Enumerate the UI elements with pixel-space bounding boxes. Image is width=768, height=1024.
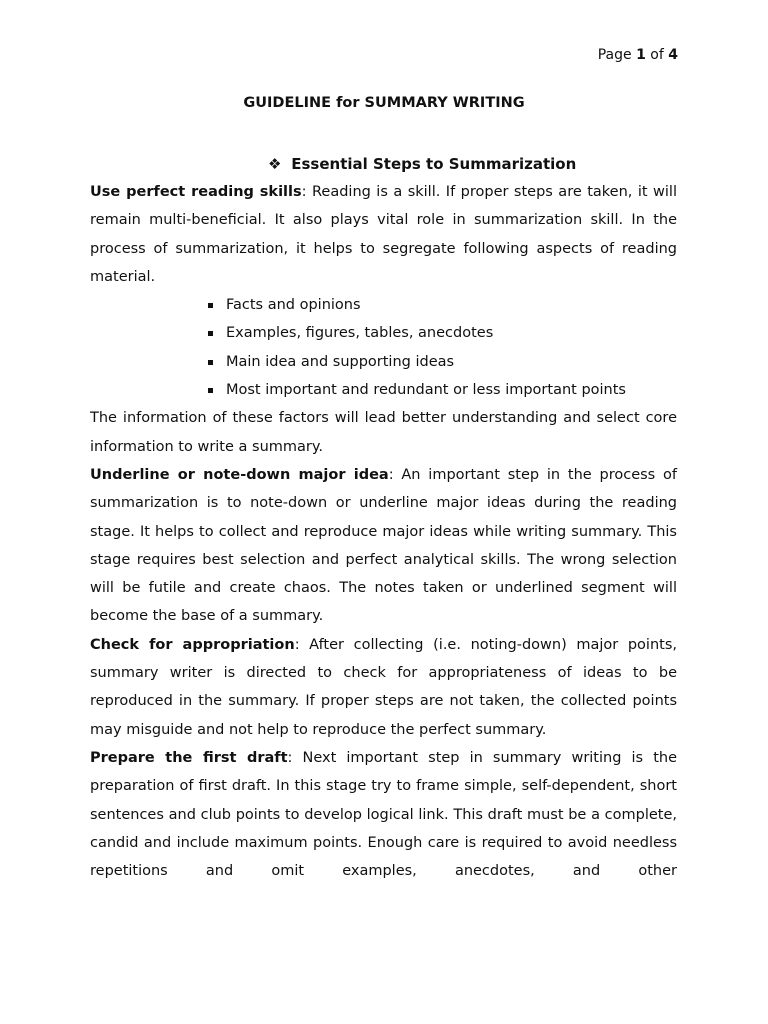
- section-heading-text: Essential Steps to Summarization: [291, 155, 577, 173]
- paragraph-text: : An important step in the process of summarization is to note-down or underline major ideas during the reading stage. It helps to collect and reproduce major ideas while writing summary. This stage requires best selection and perfect analytical skills. The wrong selection will be futile and create chaos. The notes taken or underlined segment will become the base of a summary.: [90, 466, 677, 625]
- list-item: Most important and redundant or less important points: [206, 376, 677, 404]
- paragraph-first-draft: [90, 744, 678, 880]
- page-total: 4: [668, 47, 678, 63]
- page-current: 1: [636, 47, 646, 63]
- page-number: [598, 46, 678, 64]
- document-title: GUIDELINE for SUMMARY WRITING: [243, 95, 525, 111]
- paragraph-check-appropriation: [90, 631, 677, 744]
- diamond-bullet-icon: ❖: [268, 155, 282, 173]
- list-item: Facts and opinions: [206, 291, 677, 319]
- aspects-list: [90, 291, 677, 404]
- page-label: Page: [597, 47, 632, 63]
- page-of: of: [650, 47, 664, 63]
- paragraph-information: The information of these factors will lead better understanding and select core information to write a summary.: [90, 410, 677, 455]
- document-body: [90, 178, 678, 880]
- paragraph-lead: Prepare the first draft: [90, 749, 288, 766]
- paragraph-underline-major-idea: [90, 461, 677, 631]
- paragraph-reading-skills: [90, 178, 677, 291]
- paragraph-lead: Underline or note-down major idea: [90, 466, 389, 483]
- paragraph-lead: Check for appropriation: [90, 636, 295, 653]
- list-item: Main idea and supporting ideas: [206, 348, 677, 376]
- paragraph-text: : After collecting (i.e. noting-down) major points, summary writer is directed to check for appropriateness of ideas to be reproduced in the summary. If proper steps are not taken, the collected points may misguide and not help to reproduce the perfect summary.: [90, 636, 677, 738]
- paragraph-text: : Reading is a skill. If proper steps are taken, it will remain multi-beneficial. It also plays vital role in summarization skill. In the process of summarization, it helps to segregate following aspects of reading material.: [90, 184, 677, 285]
- paragraph-lead: Use perfect reading skills: [90, 184, 302, 200]
- section-heading: [268, 155, 576, 173]
- paragraph-text: : Next important step in summary writing is the preparation of first draft. In this stage try to frame simple, self-dependent, short sentences and club points to develop logical link. This draft must be a complete, candid and include maximum points. Enough care is required to avoid needless repetitions and omit examples, anecdotes, and other: [90, 749, 678, 880]
- list-item: Examples, figures, tables, anecdotes: [206, 319, 677, 347]
